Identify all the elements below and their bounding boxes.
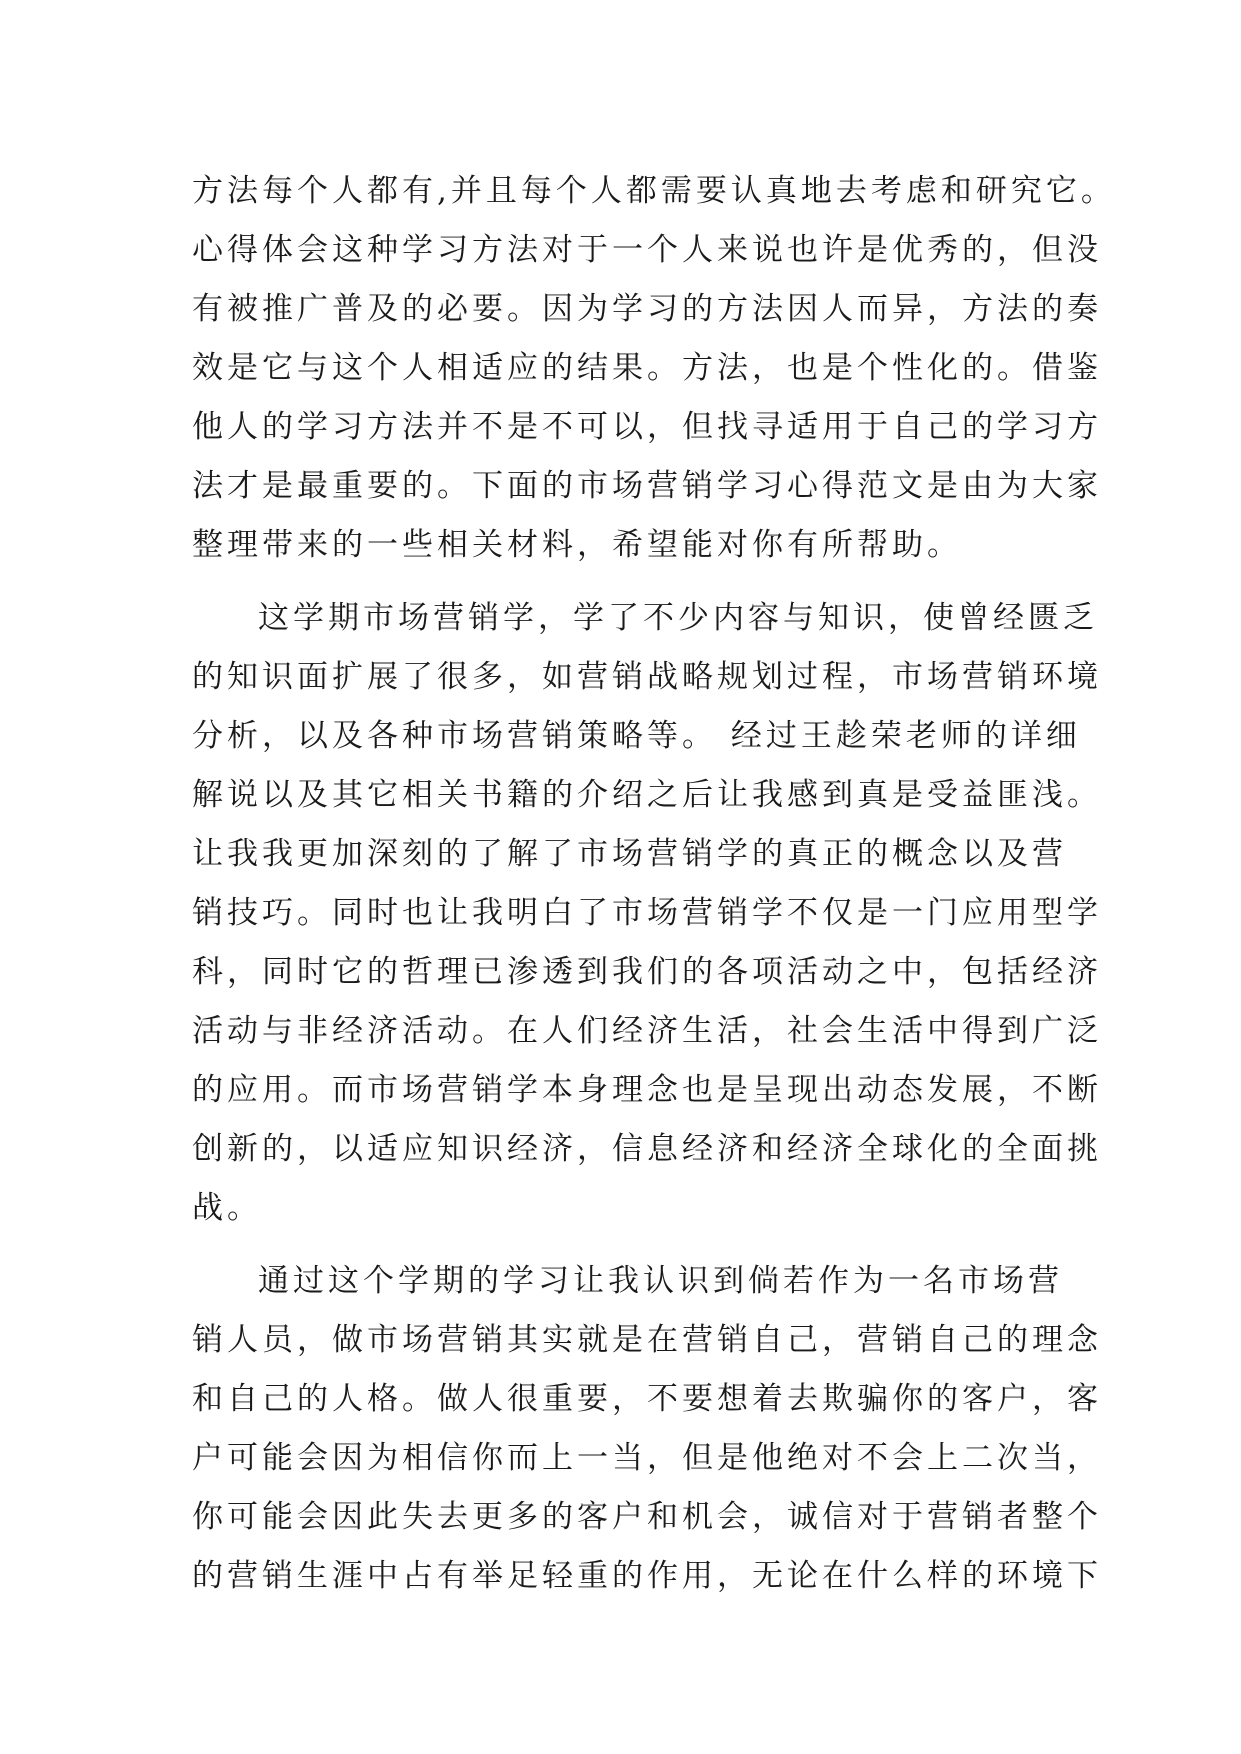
paragraph-1 (192, 162, 1116, 575)
text-line: 户可能会因为相信你而上一当，但是他绝对不会上二次当， (192, 1440, 1102, 1476)
text-line: 活动与非经济活动。在人们经济生活，社会生活中得到广泛 (192, 1013, 1102, 1049)
paragraph-2 (192, 589, 1102, 1238)
text-line: 和自己的人格。做人很重要，不要想着去欺骗你的客户，客 (192, 1381, 1102, 1417)
text-line: 这学期市场营销学，学了不少内容与知识，使曾经匮乏 (258, 600, 1098, 636)
text-line: 的应用。而市场营销学本身理念也是呈现出动态发展，不断 (192, 1072, 1102, 1108)
text-line: 科，同时它的哲理已渗透到我们的各项活动之中，包括经济 (192, 954, 1102, 990)
document-body (192, 162, 1116, 1606)
text-line: 销人员，做市场营销其实就是在营销自己，营销自己的理念 (192, 1322, 1102, 1358)
text-line: 分析，以及各种市场营销策略等。 经过王趁荣老师的详细 (192, 718, 1081, 754)
text-line: 方法每个人都有,并且每个人都需要认真地去考虑和研究它。 (192, 173, 1116, 209)
text-line: 销技巧。同时也让我明白了市场营销学不仅是一门应用型学 (192, 895, 1102, 931)
text-line: 的营销生涯中占有举足轻重的作用，无论在什么样的环境下 (192, 1558, 1102, 1594)
text-line: 整理带来的一些相关材料，希望能对你有所帮助。 (192, 527, 962, 563)
paragraph-spacer (192, 575, 1092, 589)
text-line: 效是它与这个人相适应的结果。方法，也是个性化的。借鉴 (192, 350, 1102, 386)
text-line: 心得体会这种学习方法对于一个人来说也许是优秀的，但没 (192, 232, 1102, 268)
paragraph-3 (192, 1252, 1102, 1606)
text-line: 法才是最重要的。下面的市场营销学习心得范文是由为大家 (192, 468, 1102, 504)
paragraph-spacer (192, 1238, 1092, 1252)
text-line: 他人的学习方法并不是不可以，但找寻适用于自己的学习方 (192, 409, 1102, 445)
text-line: 创新的，以适应知识经济，信息经济和经济全球化的全面挑 (192, 1131, 1102, 1167)
text-line: 有被推广普及的必要。因为学习的方法因人而异，方法的奏 (192, 291, 1102, 327)
text-line: 让我我更加深刻的了解了市场营销学的真正的概念以及营 (192, 836, 1067, 872)
text-line: 你可能会因此失去更多的客户和机会，诚信对于营销者整个 (192, 1499, 1102, 1535)
text-line: 解说以及其它相关书籍的介绍之后让我感到真是受益匪浅。 (192, 777, 1102, 813)
text-line: 的知识面扩展了很多，如营销战略规划过程，市场营销环境 (192, 659, 1102, 695)
text-line: 战。 (192, 1190, 262, 1226)
text-line: 通过这个学期的学习让我认识到倘若作为一名市场营 (258, 1263, 1063, 1299)
